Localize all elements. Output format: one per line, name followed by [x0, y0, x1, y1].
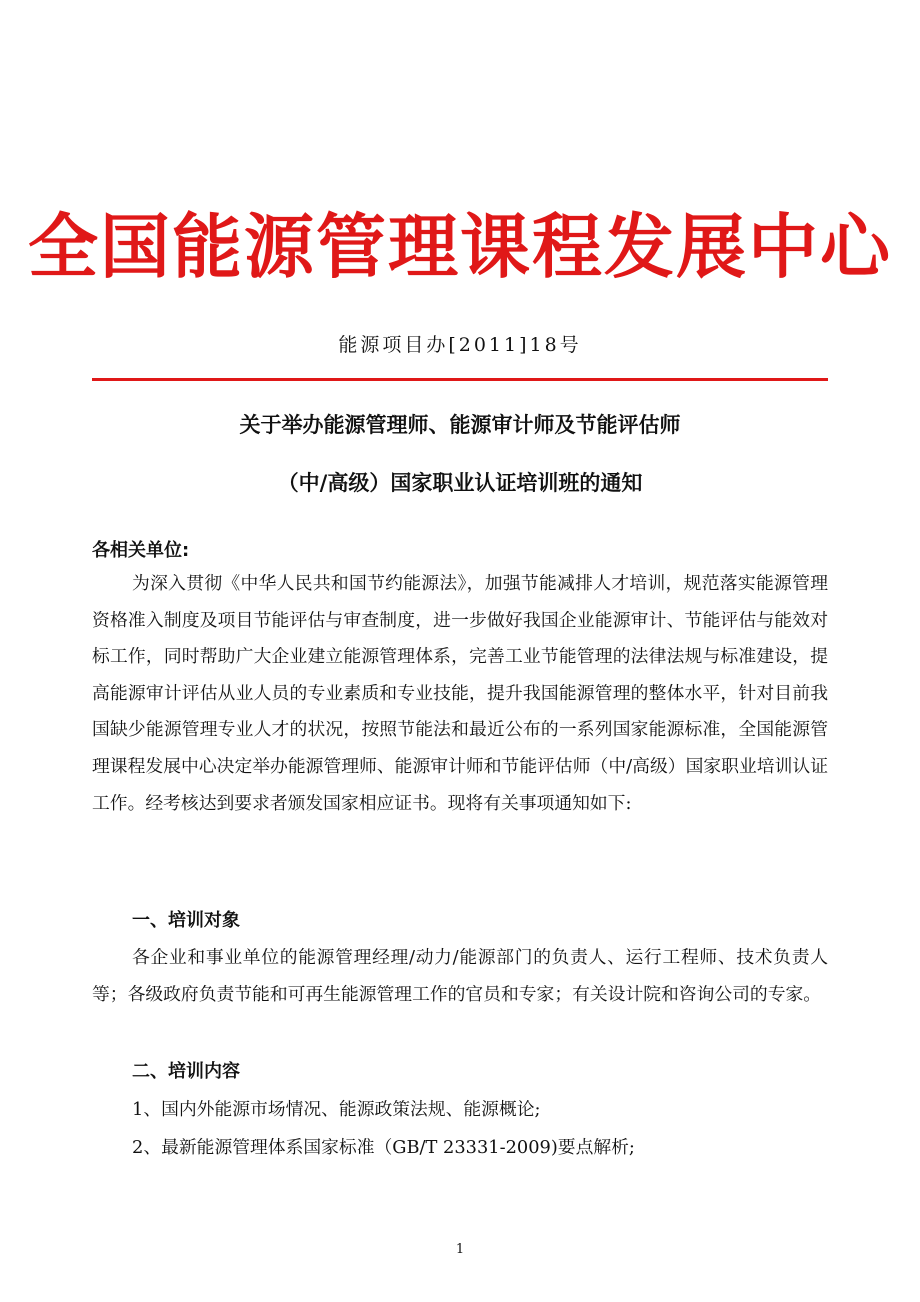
training-target-paragraph: 各企业和事业单位的能源管理经理/动力/能源部门的负责人、运行工程师、技术负责人等；各级政府负责节能和可再生能源管理工作的官员和专家；有关设计院和咨询公司的专家。	[92, 947, 828, 1005]
section-heading-training-target: 一、培训对象	[132, 910, 240, 931]
document-number: 能源项目办[2011]18号	[338, 334, 582, 356]
page-number: 1	[455, 1242, 465, 1257]
salutation: 各相关单位:	[92, 540, 190, 561]
training-content-item: 1、国内外能源市场情况、能源政策法规、能源概论;	[132, 1099, 541, 1120]
notice-title-line-1: 关于举办能源管理师、能源审计师及节能评估师	[239, 413, 681, 437]
intro-paragraph: 为深入贯彻《中华人民共和国节约能源法》，加强节能减排人才培训，规范落实能源管理资格准入制度及项目节能评估与审查制度，进一步做好我国企业能源审计、节能评估与能效对标工作，同时帮助广大企业建立能源管理体系，完善工业节能管理的法律法规与标准建设，提高能源审计评估从业人员的专业素质和专业技能，提升我国能源管理的整体水平，针对目前我国缺少能源管理专业人才的状况，按照节能法和最近公布的一系列国家能源标准，全国能源管理课程发展中心决定举办能源管理师、能源审计师和节能评估师（中/高级）国家职业培训认证工作。经考核达到要求者颁发国家相应证书。现将有关事项通知如下:	[92, 573, 828, 814]
notice-title-line-2: （中/高级）国家职业认证培训班的通知	[277, 471, 643, 495]
red-divider-line	[92, 378, 828, 381]
organization-letterhead: 全国能源管理课程发展中心	[28, 206, 892, 288]
section-heading-training-content: 二、培训内容	[132, 1061, 240, 1082]
training-content-item: 2、最新能源管理体系国家标准（GB/T 23331-2009)要点解析;	[132, 1137, 635, 1158]
